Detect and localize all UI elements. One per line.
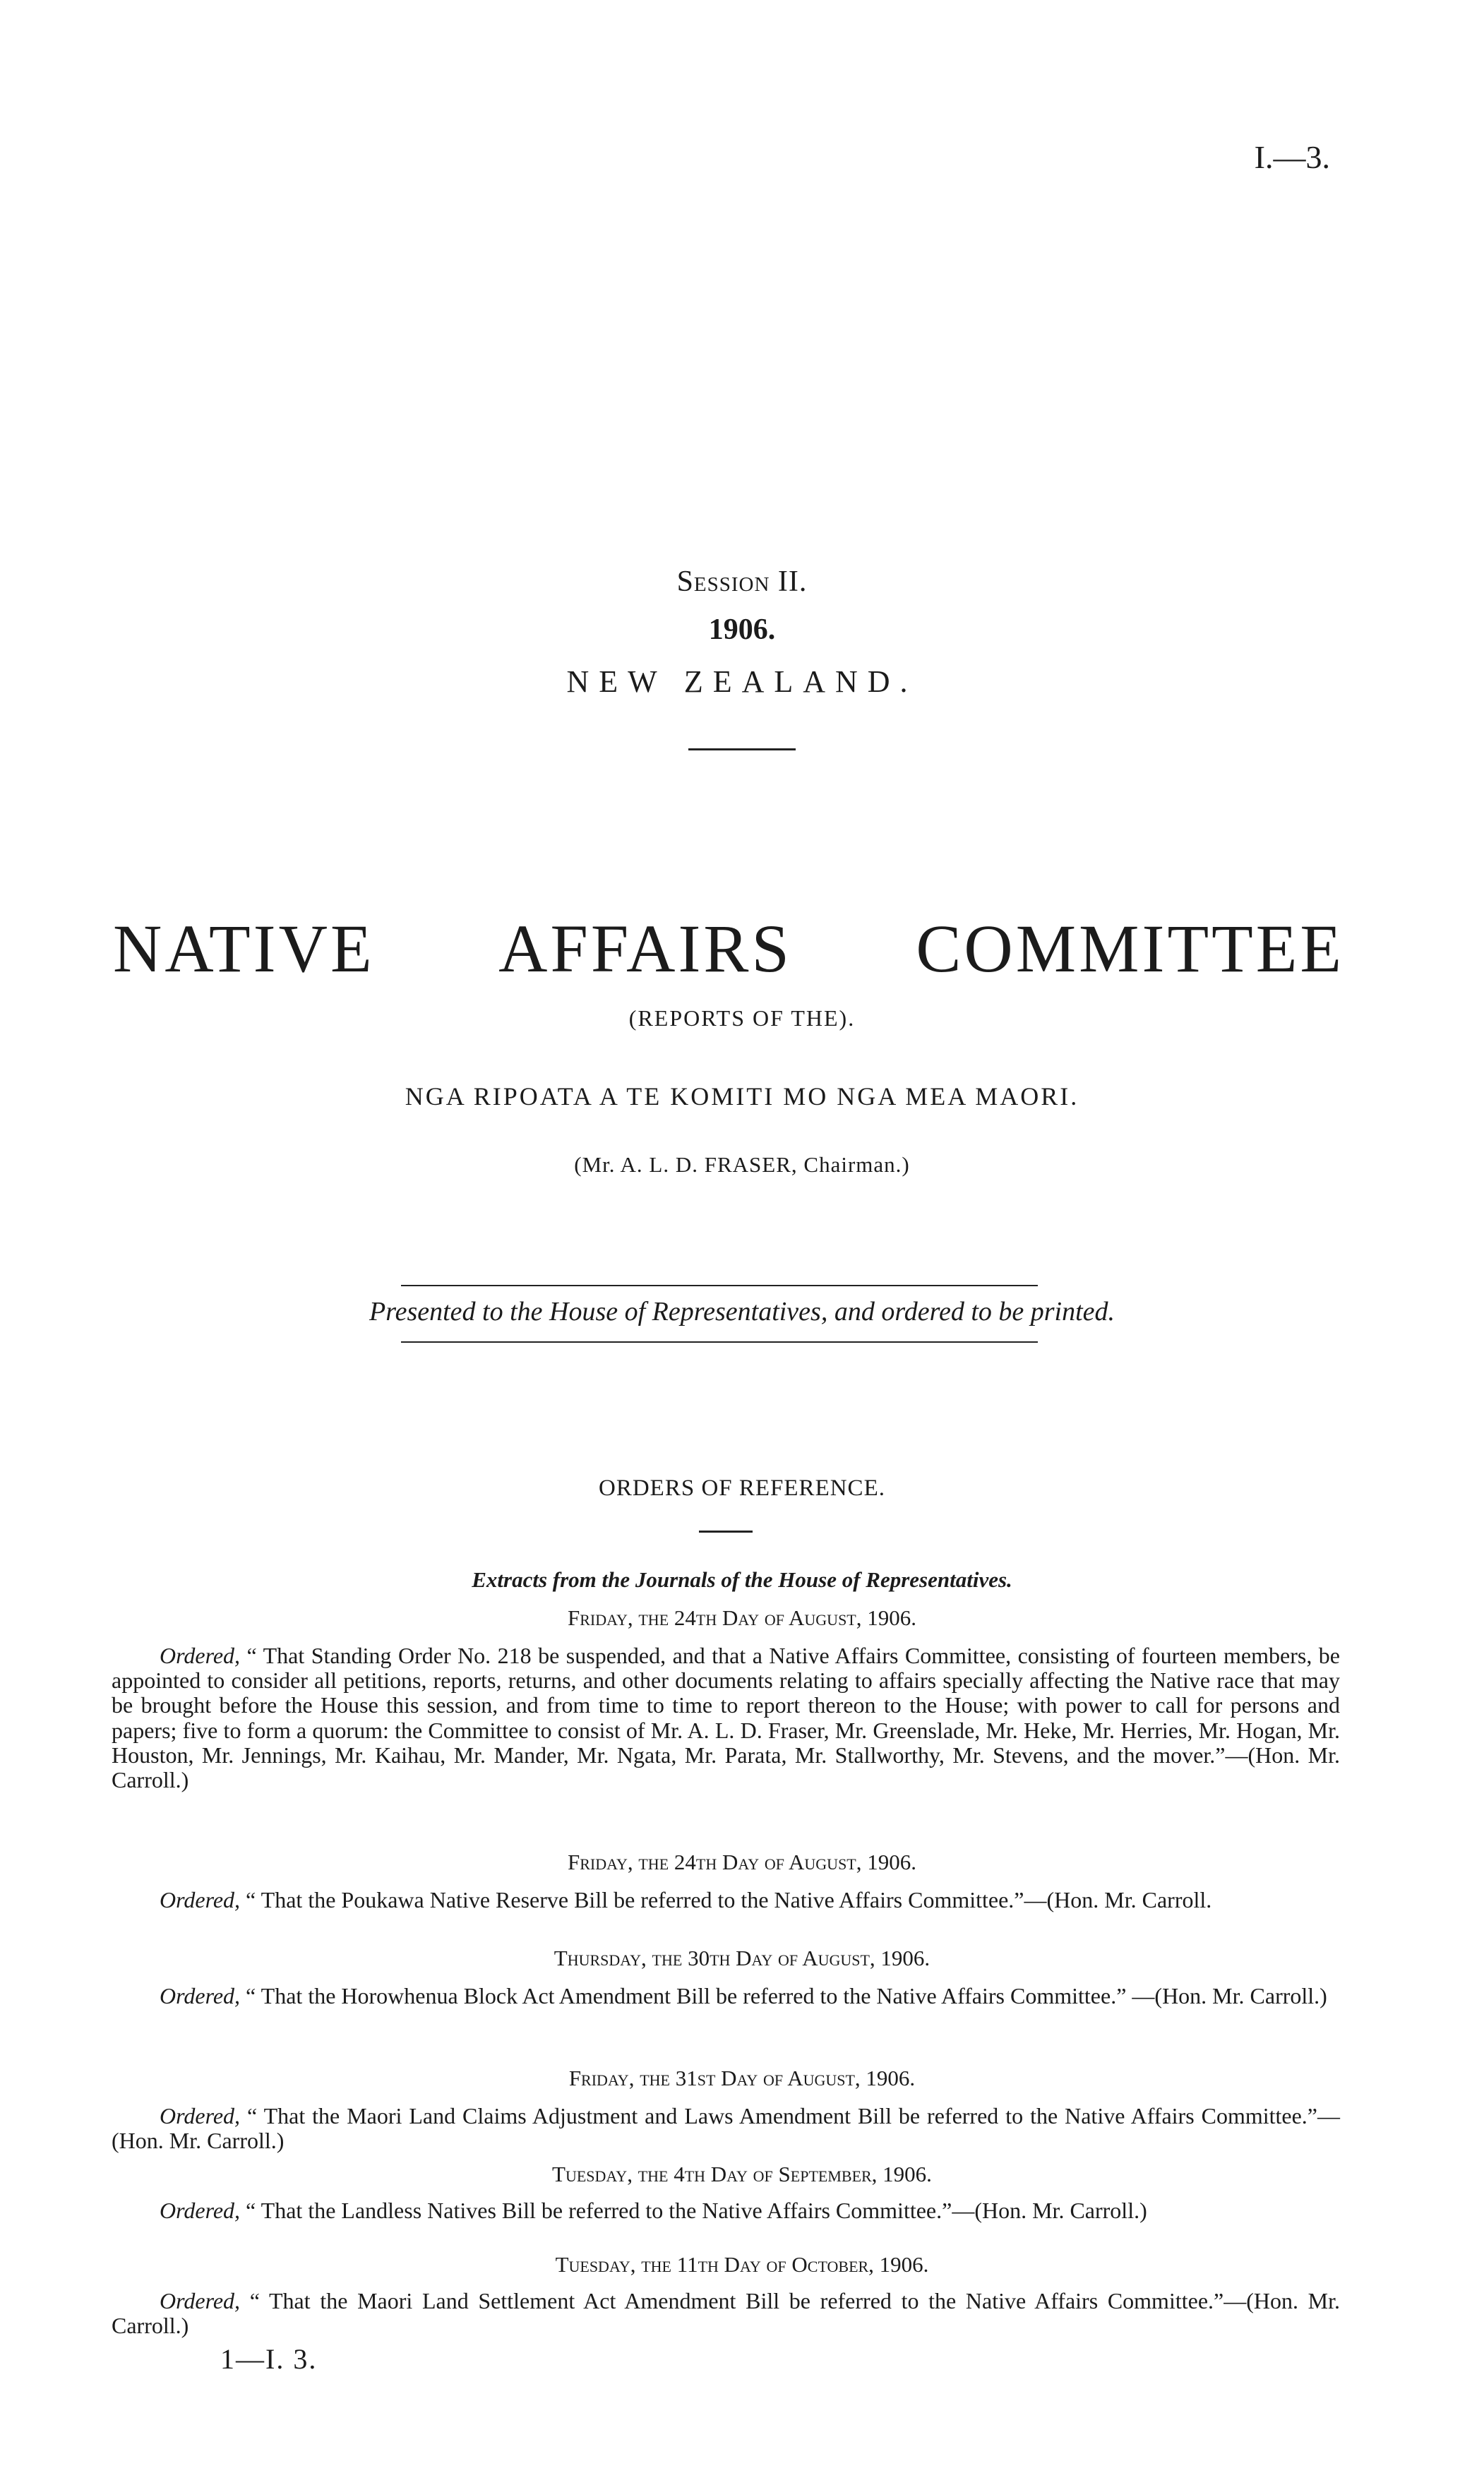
order-text-5 xyxy=(112,2198,1340,2223)
orders-divider xyxy=(699,1531,753,1533)
order-text-3 xyxy=(112,1984,1340,2008)
footer-signature: 1—I. 3. xyxy=(220,2343,318,2375)
order-text-6 xyxy=(112,2289,1340,2338)
ordered-label: Ordered, xyxy=(160,2198,241,2223)
main-title xyxy=(113,909,1344,988)
extracts-heading: Extracts from the Journals of the House of Representatives. xyxy=(472,1567,1012,1592)
presented-line: Presented to the House of Representatives, and ordered to be printed. xyxy=(369,1297,1115,1327)
order-date-6: Tuesday, the 11th Day of October, 1906. xyxy=(555,2252,929,2277)
order-body: “ That the Horowhenua Block Act Amendment Bill be referred to the Native Affairs Committee.” —(Hon. Mr. Carroll.) xyxy=(240,1983,1327,2008)
order-date-4: Friday, the 31st Day of August, 1906. xyxy=(568,2066,916,2090)
order-date-2: Friday, the 24th Day of August, 1906. xyxy=(567,1850,916,1874)
order-text-2 xyxy=(112,1888,1340,1912)
session-label: Session II. xyxy=(676,565,808,598)
order-text-1 xyxy=(112,1643,1340,1792)
title-word-3: COMMITTEE xyxy=(916,911,1344,986)
order-date-3: Thursday, the 30th Day of August, 1906. xyxy=(553,1946,931,1970)
presented-bottom-rule xyxy=(401,1341,1038,1343)
title-word-1: NATIVE xyxy=(113,911,375,986)
header-divider xyxy=(688,748,796,750)
orders-heading: ORDERS OF REFERENCE. xyxy=(599,1475,885,1501)
order-date-1: Friday, the 24th Day of August, 1906. xyxy=(567,1605,916,1630)
chairman-line: (Mr. A. L. D. FRASER, Chairman.) xyxy=(574,1152,910,1177)
order-text-4 xyxy=(112,2104,1340,2153)
maori-title: NGA RIPOATA A TE KOMITI MO NGA MEA MAORI. xyxy=(405,1082,1079,1110)
page-reference: I.—3. xyxy=(1254,139,1330,175)
presented-top-rule xyxy=(401,1285,1038,1286)
order-body: “ That the Poukawa Native Reserve Bill be referred to the Native Affairs Committee.”—(Hon. Mr. Carroll. xyxy=(240,1887,1212,1912)
ordered-label: Ordered, xyxy=(160,1887,241,1912)
ordered-label: Ordered, xyxy=(160,1983,241,2008)
order-body: “ That Standing Order No. 218 be suspended, and that a Native Affairs Committee, consisting of fourteen members, be appointed to consider all petitions, reports, returns, and other documents relating to affairs specially affecting the Native race that may be brought before the House this session, and from time to time to report thereon to the House; with power to call for persons and papers; five to form a quorum: the Committee to consist of Mr. A. L. D. Fraser, Mr. Greenslade, Mr. Heke, Mr. Herries, Mr. Hogan, Mr. Houston, Mr. Jennings, Mr. Kaihau, Mr. Mander, Mr. Ngata, Mr. Parata, Mr. Stallworthy, Mr. Stevens, and the mover.”—(Hon. Mr. Carroll.) xyxy=(112,1643,1340,1792)
title-word-2: AFFAIRS xyxy=(498,911,792,986)
ordered-label: Ordered, xyxy=(160,1643,241,1668)
order-body: “ That the Landless Natives Bill be referred to the Native Affairs Committee.”—(Hon. Mr. Carroll.) xyxy=(240,2198,1147,2223)
order-date-5: Tuesday, the 4th Day of September, 1906. xyxy=(552,2162,932,2186)
country-label: NEW ZEALAND. xyxy=(566,664,918,699)
order-body: “ That the Maori Land Settlement Act Amendment Bill be referred to the Native Affairs Committee.”—(Hon. Mr. Carroll.) xyxy=(112,2288,1340,2339)
year-label: 1906. xyxy=(708,613,776,646)
order-body: “ That the Maori Land Claims Adjustment and Laws Amendment Bill be referred to the Native Affairs Committee.”—(Hon. Mr. Carroll.) xyxy=(112,2103,1340,2154)
ordered-label: Ordered, xyxy=(160,2103,241,2128)
ordered-label: Ordered, xyxy=(160,2288,241,2313)
subtitle: (REPORTS OF THE). xyxy=(628,1005,856,1031)
